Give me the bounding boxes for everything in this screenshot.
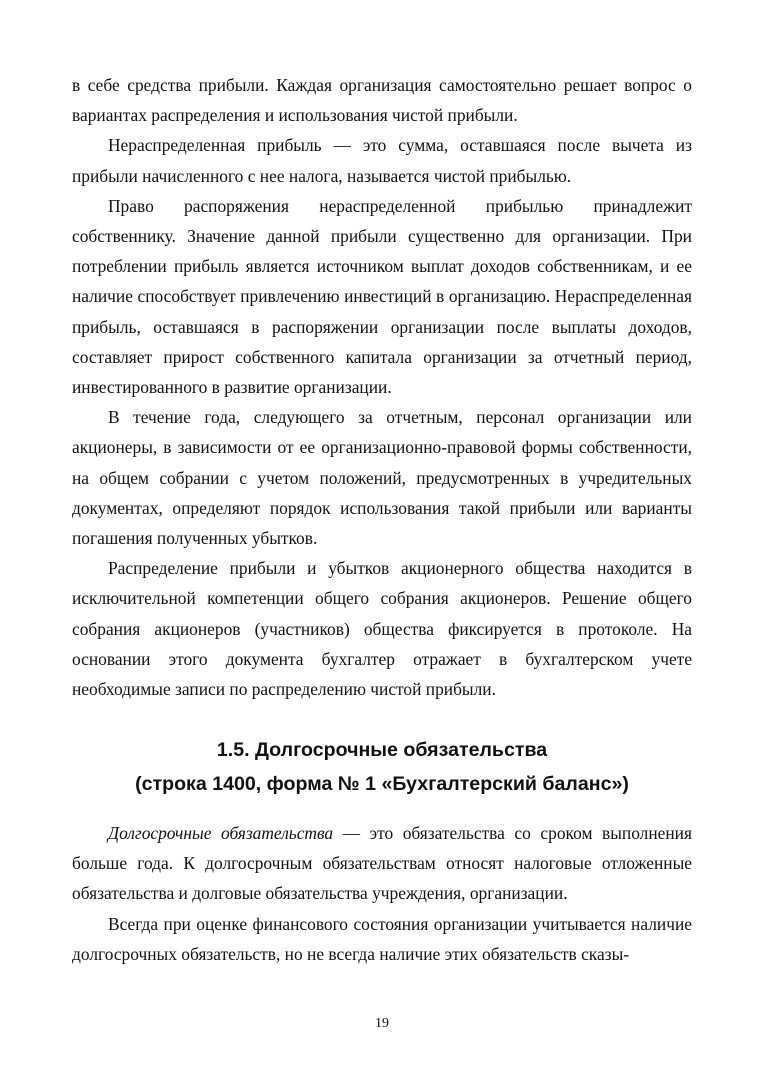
paragraph-5: Распределение прибыли и убытков акционерного общества находится в исключительной компетенции общего собрания акционеров. Решение общего собрания акционеров (участников) общества фиксируется в протоколе. На основании этого документа бухгалтер отражает в бухгалтерском учете необходимые записи по распределению чистой прибыли. xyxy=(72,558,692,700)
defined-term: Долгосрочные обязательства xyxy=(108,823,334,843)
page-number: 19 xyxy=(375,1016,389,1031)
paragraph-6 xyxy=(72,818,692,909)
body-text-top xyxy=(72,70,692,704)
paragraph-4: В течение года, следующего за отчетным, персонал организации или акционеры, в зависимости от ее организационно-правовой формы собственности, на общем собрании с учетом положений, предусмотренных в учредительных документах, определяют порядок использования такой прибыли или варианты погашения полученных убытков. xyxy=(72,407,692,549)
body-text-bottom xyxy=(72,818,692,969)
paragraph-1: в себе средства прибыли. Каждая организация самостоятельно решает вопрос о вариантах распределения и использования чистой прибыли. xyxy=(72,75,692,126)
paragraph-7: Всегда при оценке финансового состояния организации учитывается наличие долгосрочных обязательств, но не всегда наличие этих обязательств сказы- xyxy=(72,913,692,964)
paragraph-3: Право распоряжения нераспределенной прибылью принадлежит собственнику. Значение данной прибыли существенно для организации. При потреблении прибыль является источником выплат доходов собственникам, и ее наличие способствует привлечению инвестиций в организацию. Нераспределенная прибыль, оставшаяся в распоряжении организации после выплаты доходов, составляет прирост собственного капитала организации за отчетный период, инвестированного в развитие организации. xyxy=(72,195,692,398)
paragraph-2: Нераспределенная прибыль — это сумма, оставшаяся после вычета из прибыли начисленного с нее налога, называется чистой прибылью. xyxy=(72,135,692,186)
definition-text: — это обязательства со сроком выполнения больше года. К долгосрочным обязательствам относят налоговые отложенные обязательства и долговые обязательства учреждения, организации. xyxy=(72,823,692,904)
section-heading-title: 1.5. Долгосрочные обязательства xyxy=(216,739,548,761)
section-heading-subtitle: (строка 1400, форма № 1 «Бухгалтерский баланс») xyxy=(135,773,629,795)
section-heading xyxy=(72,733,692,801)
